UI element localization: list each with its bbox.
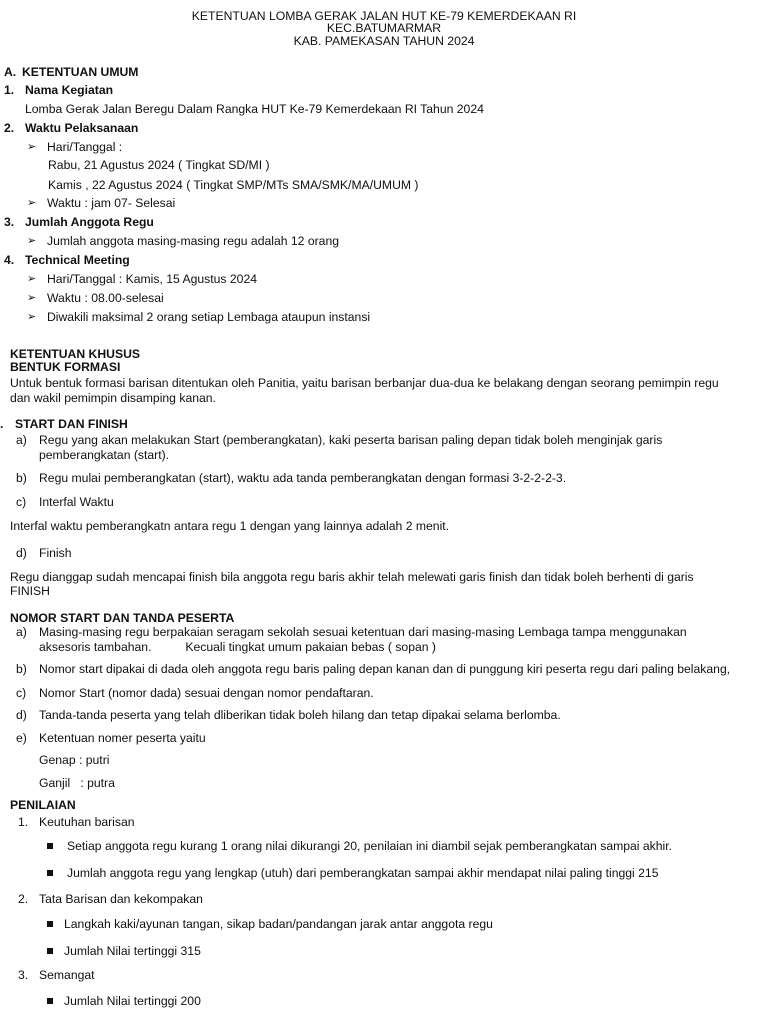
item-1-text: Lomba Gerak Jalan Beregu Dalam Rangka HUT Ke-79 Kemerdekaan RI Tahun 2024 (25, 102, 484, 116)
start-item-d-marker: d) (16, 546, 27, 560)
formasi-text-line2: dan wakil pemimpin disamping kanan. (10, 391, 216, 405)
item-4-bullet-2: Waktu : 08.00-selesai (47, 291, 164, 305)
arrow-bullet-icon: ➢ (27, 141, 37, 153)
item-1-number: 1. (4, 83, 15, 97)
nomor-item-a-line1: Masing-masing regu berpakaian seragam sekolah sesuai ketentuan dari masing-masing Lembaga tampa menggunakan (39, 625, 687, 639)
start-item-b-text: Regu mulai pemberangkatan (start), waktu ada tanda pemberangkatan dengan formasi 3-2-2-2-3. (39, 471, 567, 485)
doc-title-line3: KAB. PAMEKASAN TAHUN 2024 (293, 34, 475, 48)
item-4-title: Technical Meeting (25, 253, 130, 267)
nomor-ganjil: Ganjil : putra (39, 776, 115, 790)
penilaian-item-1-bullet-2: Jumlah anggota regu yang lengkap (utuh) dari pemberangkatan sampai akhir mendapat nilai paling tinggi 215 (67, 866, 659, 880)
arrow-bullet-icon: ➢ (27, 311, 37, 323)
doc-title-line2: KEC.BATUMARMAR (326, 21, 442, 35)
square-bullet-icon (47, 998, 53, 1004)
square-bullet-icon (47, 870, 53, 876)
item-4-bullet-1: Hari/Tanggal : Kamis, 15 Agustus 2024 (47, 272, 258, 286)
item-4-bullet-3: Diwakili maksimal 2 orang setiap Lembaga ataupun instansi (47, 310, 371, 324)
penilaian-item-3-number: 3. (18, 968, 29, 982)
item-2-date-2: Kamis , 22 Agustus 2024 ( Tingkat SMP/MTs SMA/SMK/MA/UMUM ) (48, 178, 419, 192)
penilaian-item-1-number: 1. (18, 815, 29, 829)
square-bullet-icon (47, 921, 53, 927)
penilaian-item-1-title: Keutuhan barisan (39, 815, 135, 829)
start-item-d-note-line1: Regu dianggap sudah mencapai finish bila anggota regu baris akhir telah melewati garis finish dan tidak boleh berhenti di garis (10, 570, 694, 584)
penilaian-item-3-title: Semangat (39, 968, 95, 982)
item-3-number: 3. (4, 215, 15, 229)
penilaian-item-2-title: Tata Barisan dan kekompakan (39, 892, 203, 906)
arrow-bullet-icon: ➢ (27, 197, 37, 209)
item-3-title: Jumlah Anggota Regu (25, 215, 154, 229)
section-a-title: KETENTUAN UMUM (22, 65, 139, 79)
arrow-bullet-icon: ➢ (27, 273, 37, 285)
start-item-c-marker: c) (16, 495, 27, 509)
nomor-section-title: NOMOR START DAN TANDA PESERTA (10, 611, 235, 625)
item-3-bullet-1: Jumlah anggota masing-masing regu adalah 12 orang (47, 234, 340, 248)
formasi-text-line1: Untuk bentuk formasi barisan ditentukan oleh Panitia, yaitu barisan berbanjar dua-dua ke belakang dengan seorang pemimpin regu (10, 376, 719, 390)
item-2-date-1: Rabu, 21 Agustus 2024 ( Tingkat SD/MI ) (48, 158, 270, 172)
penilaian-title: PENILAIAN (10, 798, 76, 812)
start-item-b-marker: b) (16, 471, 27, 485)
arrow-bullet-icon: ➢ (27, 235, 37, 247)
penilaian-item-3-bullet-1: Jumlah Nilai tertinggi 200 (64, 994, 201, 1008)
start-item-c-text: Interfal Waktu (39, 495, 114, 509)
nomor-item-b-marker: b) (16, 662, 27, 676)
item-2-title: Waktu Pelaksanaan (25, 121, 139, 135)
start-item-d-note-line2: FINISH (10, 584, 50, 598)
item-2-number: 2. (4, 121, 15, 135)
penilaian-item-2-bullet-2: Jumlah Nilai tertinggi 315 (64, 944, 201, 958)
nomor-item-c-marker: c) (16, 686, 27, 700)
start-section-title: START DAN FINISH (15, 417, 128, 431)
nomor-genap: Genap : putri (39, 753, 110, 767)
start-item-d-text: Finish (39, 546, 72, 560)
nomor-item-d-text: Tanda-tanda peserta yang telah dliberikan tidak boleh hilang dan tetap dipakai selama berlomba. (39, 708, 561, 722)
start-item-a-line2: pemberangkatan (start). (39, 448, 170, 462)
square-bullet-icon (47, 948, 53, 954)
start-item-c-note: Interfal waktu pemberangkatn antara regu 1 dengan yang lainnya adalah 2 menit. (10, 519, 450, 533)
arrow-bullet-icon: ➢ (27, 292, 37, 304)
formasi-title: BENTUK FORMASI (10, 360, 121, 374)
penilaian-item-1-bullet-1: Setiap anggota regu kurang 1 orang nilai dikurangi 20, penilaian ini diambil sejak pemberangkatan sampai akhir. (67, 839, 673, 853)
nomor-item-d-marker: d) (16, 708, 27, 722)
section-a-marker: A. (4, 65, 17, 79)
nomor-item-a-line2: aksesoris tambahan. Kecuali tingkat umum pakaian bebas ( sopan ) (39, 640, 436, 654)
nomor-item-a-marker: a) (16, 625, 27, 639)
item-4-number: 4. (4, 253, 15, 267)
nomor-item-e-marker: e) (16, 731, 27, 745)
penilaian-item-2-number: 2. (18, 892, 29, 906)
penilaian-item-2-bullet-1: Langkah kaki/ayunan tangan, sikap badan/pandangan jarak antar anggota regu (64, 917, 493, 931)
item-2-bullet-1: Hari/Tanggal : (47, 140, 123, 154)
nomor-item-e-text: Ketentuan nomer peserta yaitu (39, 731, 206, 745)
nomor-item-b-text: Nomor start dipakai di dada oleh anggota regu baris paling depan kanan dan di punggung kiri peserta regu dari paling belakang, (39, 662, 731, 676)
doc-title-line1: KETENTUAN LOMBA GERAK JALAN HUT KE-79 KEMERDEKAAN RI (191, 9, 577, 23)
section-khusus-title: KETENTUAN KHUSUS (10, 347, 141, 361)
square-bullet-icon (47, 843, 53, 849)
item-1-title: Nama Kegiatan (25, 83, 114, 97)
nomor-item-c-text: Nomor Start (nomor dada) sesuai dengan nomor pendaftaran. (39, 686, 374, 700)
start-section-marker: . (0, 417, 4, 431)
start-item-a-marker: a) (16, 433, 27, 447)
start-item-a-line1: Regu yang akan melakukan Start (pemberangkatan), kaki peserta barisan paling depan tidak boleh menginjak garis (39, 433, 663, 447)
item-2-bullet-2: Waktu : jam 07- Selesai (47, 196, 176, 210)
